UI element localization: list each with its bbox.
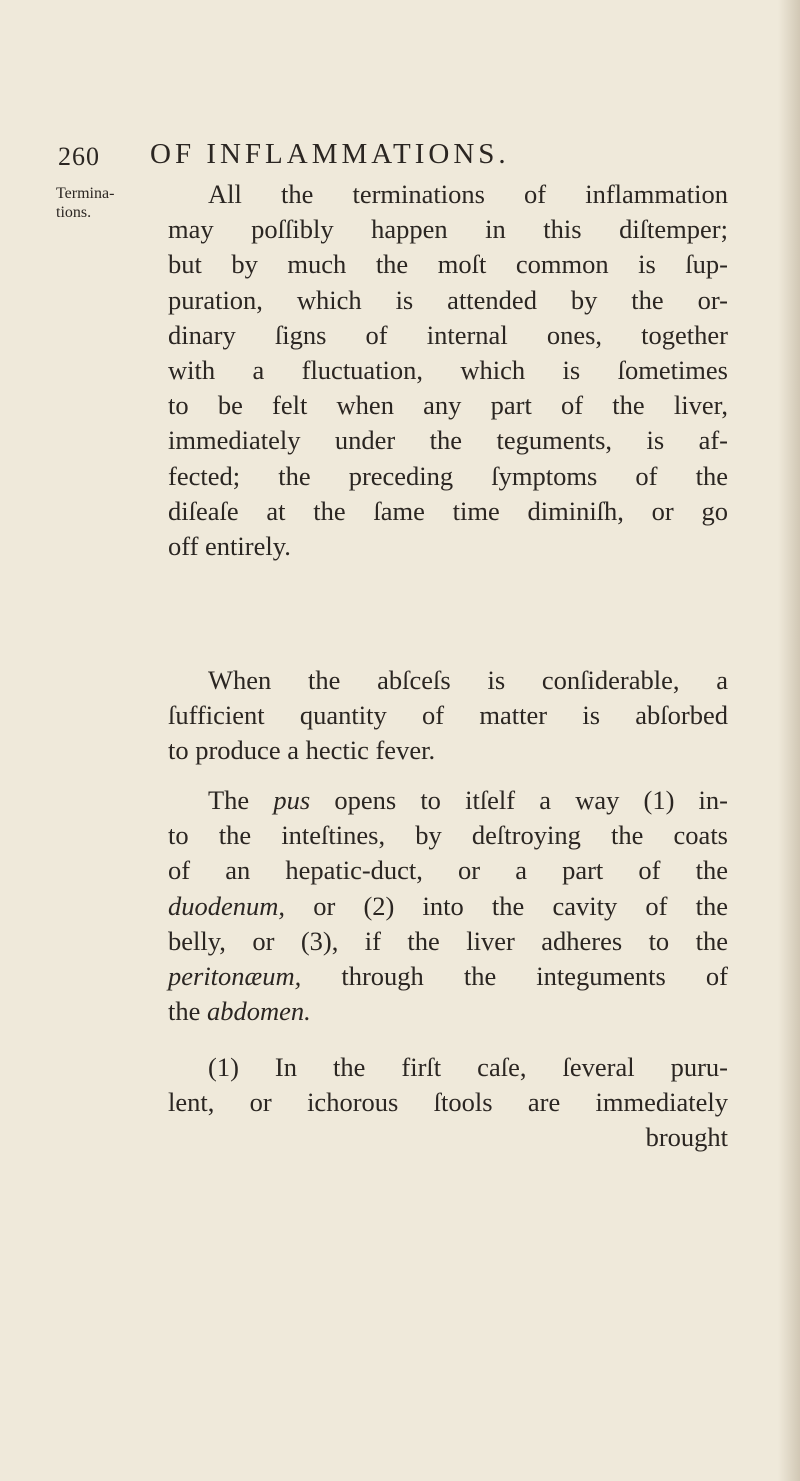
- text-roman: opens to itſelf a way (1) in-: [310, 785, 728, 815]
- text-line: [168, 889, 728, 924]
- paragraph-pus: [168, 783, 728, 1029]
- text-roman: through the integuments of: [301, 961, 728, 992]
- text-line: [168, 959, 728, 994]
- text-italic: peritonæum,: [168, 961, 302, 992]
- text-line: lent, or ichorous ſtools are immediately: [168, 1087, 728, 1118]
- text-line: (1) In the firſt caſe, ſeveral puru-: [208, 1052, 728, 1082]
- text-line: fected; the preceding ſymptoms of the: [168, 460, 728, 491]
- text-italic: pus: [273, 785, 311, 815]
- text-line: diſeaſe at the ſame time diminiſh, or go: [168, 495, 728, 526]
- text-line: may poſſibly happen in this diſtemper;: [168, 214, 728, 245]
- text-roman: to the inteſtines, by deſtroying the coats: [168, 820, 728, 851]
- page-edge-shadow: [778, 0, 800, 1481]
- paragraph-abscess: [168, 663, 728, 769]
- paragraph-terminations: [168, 177, 728, 564]
- text-line: ſufficient quantity of matter is abſorbed: [168, 700, 728, 731]
- text-line: [168, 924, 728, 959]
- text-line: [168, 994, 728, 1029]
- margin-note: [56, 184, 140, 222]
- text-italic: abdomen.: [207, 996, 311, 1027]
- text-line: [168, 853, 728, 888]
- page-number: 260: [58, 142, 100, 171]
- text-line: dinary ſigns of internal ones, together: [168, 319, 728, 350]
- catchword: brought: [645, 1122, 728, 1153]
- margin-note-line: Termina-: [56, 185, 115, 202]
- text-line: immediately under the teguments, is af-: [168, 425, 728, 456]
- text-line: off entirely.: [168, 531, 291, 562]
- text-line: with a fluctuation, which is ſometimes: [168, 355, 728, 386]
- text-line: [168, 818, 728, 853]
- text-line: [168, 783, 728, 818]
- text-line: puration, which is attended by the or-: [168, 284, 728, 315]
- text-italic: duodenum,: [168, 890, 286, 921]
- text-line: When the abſceſs is conſiderable, a: [208, 665, 728, 695]
- margin-note-line: tions.: [56, 204, 92, 221]
- running-head: OF INFLAMMATIONS.: [150, 138, 510, 170]
- text-line: to be felt when any part of the liver,: [168, 390, 728, 421]
- text-roman: or (2) into the cavity of the: [285, 890, 728, 921]
- text-roman: belly, or (3), if the liver adheres to the: [168, 925, 728, 956]
- text-roman: The: [208, 785, 274, 815]
- text-roman: the: [168, 996, 207, 1027]
- text-line: All the terminations of inflammation: [208, 179, 728, 209]
- text-line: but by much the moſt common is ſup-: [168, 249, 728, 280]
- text-roman: of an hepatic-duct, or a part of the: [168, 855, 728, 886]
- text-line: to produce a hectic fever.: [168, 735, 436, 766]
- paragraph-first-case: [168, 1050, 728, 1156]
